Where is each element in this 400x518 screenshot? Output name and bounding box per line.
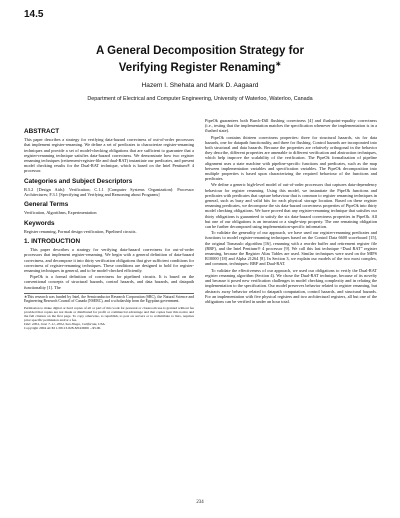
intro-paragraph-1: This paper describes a strategy for verifying data-hazard correctness for out-of-order processors that implement register-renaming. We begin with a general definition of data-hazard correctness, and decompose it into thirty verification obligations that give sufficient conditions for correctness of register-renaming techniques. These conditions are designed to hold for register-renaming techniques in general, and to be model-checked efficiently. [24, 247, 194, 274]
keywords-text: Register renaming, Formal design verification, Pipelined circuits. [24, 228, 137, 234]
abstract-heading: ABSTRACT [24, 128, 60, 135]
general-terms-heading: General Terms [24, 201, 69, 209]
right-paragraph-5: To validate the effectiveness of our approach, we used our obligations to verify the Dual-RAT register renaming algorithm (Section 4). We chose the Dual-RAT technique, because of its novelty and because it posed new verification challenges in model checking complexity and in relating the implementation to the specification. Our model preserves behavior related to register renaming, but abstracts away behavior related to datapath computation, control hazards, and structural hazards. For an implementation with five physical registers and two architectural registers, all but one of the obligations can be verified in under an hour total. [205, 267, 377, 304]
title-line-2-text: Verifying Register Renaming [118, 61, 276, 74]
copyright-line: Copyright 2004 ACM 1-58113-828-8/04/0006 ...$5.00. [24, 326, 102, 331]
affiliation: Department of Electrical and Computer Engineering, University of Waterloo, Waterloo, Canada [87, 96, 313, 102]
title-line-2 [0, 58, 400, 75]
title-footnote-mark: ∗ [275, 61, 282, 68]
introduction-heading: 1. INTRODUCTION [24, 238, 81, 246]
general-terms-text: Verification, Algorithms, Experimentation [24, 210, 97, 216]
right-paragraph-1: PipeOk guarantees both Burch-Dill flushing correctness [4] and flushpoint-equality correctness (i.e., testing that the implementation matches the specification whenever the implementation is in a flushed state). [205, 118, 377, 134]
abstract-text: This paper describes a strategy for verifying data-hazard correctness of out-of-order processors that implement register-renaming. We define a set of predicates to characterize register-renaming techniques and provide a set of model-checking obligations that are sufficient to guarantee that a register-renaming technique satisfies data-hazard correctness. We demonstrate how two register renaming techniques (retirement-register-file and dual-RAT) instantiate our predicates, and present model checking results for the Dual-RAT technique, which is based on the Intel Pentium® 4 processor. [24, 137, 194, 174]
categories-text: B.5.2 [Design Aids]: Verification; C.1.1 [Computer Systems Organization]: Processor Architectures; F.3.1 [Specifying and Verifying and Reasoning about Programs] [24, 186, 194, 198]
footnote: ∗This research was funded by Intel, the Semiconductor Research Corporation (SRC), the Natural Science and Engineering Research Council of Canada (NSERC), and a scholarship from the Egyptian government. [24, 294, 194, 304]
right-paragraph-3: We define a generic high-level model of out-of-order processors that captures data-dependency behaviour for register renaming. Using this model, we instantiate the PipeOk functions and predicates with predicates that capture behaviour that is common to register renaming techniques in general, such as busy and valid bits for each physical storage location. Based on these register renaming predicates, we decompose the six data-hazard correctness properties of PipeOk into thirty model checking obligations. We have proved that any register-renaming technique that satisfies our thirty obligations is guaranteed to satisfy the six data-hazard correctness properties in PipeOk. All but one of our obligations is an invariant or a single-step property. The one remaining obligation can be further decomposed using implementation-specific information. [205, 182, 377, 230]
conference-line: DAC 2004, June 7–11, 2004, San Diego, California, USA. [24, 322, 106, 327]
permission-text: Permission to make digital or hard copies of all or part of this work for personal or classroom use is granted without fee provided that copies are not made or distributed for profit or commercial advantage and that copies bear this notice and the full citation on the first page. To copy otherwise, to republish, to post on servers or to redistribute to lists, requires prior specific permission and/or a fee. [24, 305, 194, 322]
permission-notice [24, 306, 194, 331]
left-column [24, 124, 194, 330]
right-paragraph-4: To validate the generality of our approach, we have used our register-renaming predicates and functions to model register-renaming techniques based on the Control Data 6600 scoreboard [15], the original Tomasulo algorithm [16], renaming with a reorder buffer and retirement register file (RRF), and the Intel Pentium® 4 processor [9]. We call this last technique “Dual RAT” register renaming, because the Register Alias Tables are used. Similar techniques were used on the MIPS R10000 [18] and Alpha 21264 [8]. In Section 3, we explain our models of the two most complex, and common, techniques: RRF and Dual-RAT. [205, 230, 377, 267]
keywords-heading: Keywords [24, 219, 55, 227]
session-number: 14.5 [24, 9, 44, 20]
intro-paragraph-2: PipeOk is a formal definition of correctness for pipelined circuits. It is based on the conventional concepts of structural hazards, control hazards, and data hazards, and datapath functionality [1]. The [24, 274, 194, 290]
title-line-1: A General Decomposition Strategy for [96, 45, 304, 57]
right-paragraph-2: PipeOk contains thirteen correctness properties: three for structural hazards, six for data hazards, one for datapath functionality, and three for flushing. Control hazards are incorporated into both structural and data hazards. Because the properties are relatively orthogonal in the behavior they describe, different properties are amenable to different verification and abstraction techniques, which help improve the scalability of the verification. The PipeOk formalization of pipeline alignment uses a state machine with pipeline-specific functions and predicates, such as the map between implementation variables and specification variables. The PipeOk decomposition into multiple properties is based upon characterizing the required behaviour of the functions and predicates. [205, 134, 377, 182]
categories-heading: Categories and Subject Descriptors [24, 177, 133, 185]
page-number: 234 [196, 500, 204, 505]
paper-title [0, 44, 400, 75]
authors: Hazem I. Shehata and Mark D. Aagaard [141, 82, 259, 89]
right-column [205, 118, 377, 305]
